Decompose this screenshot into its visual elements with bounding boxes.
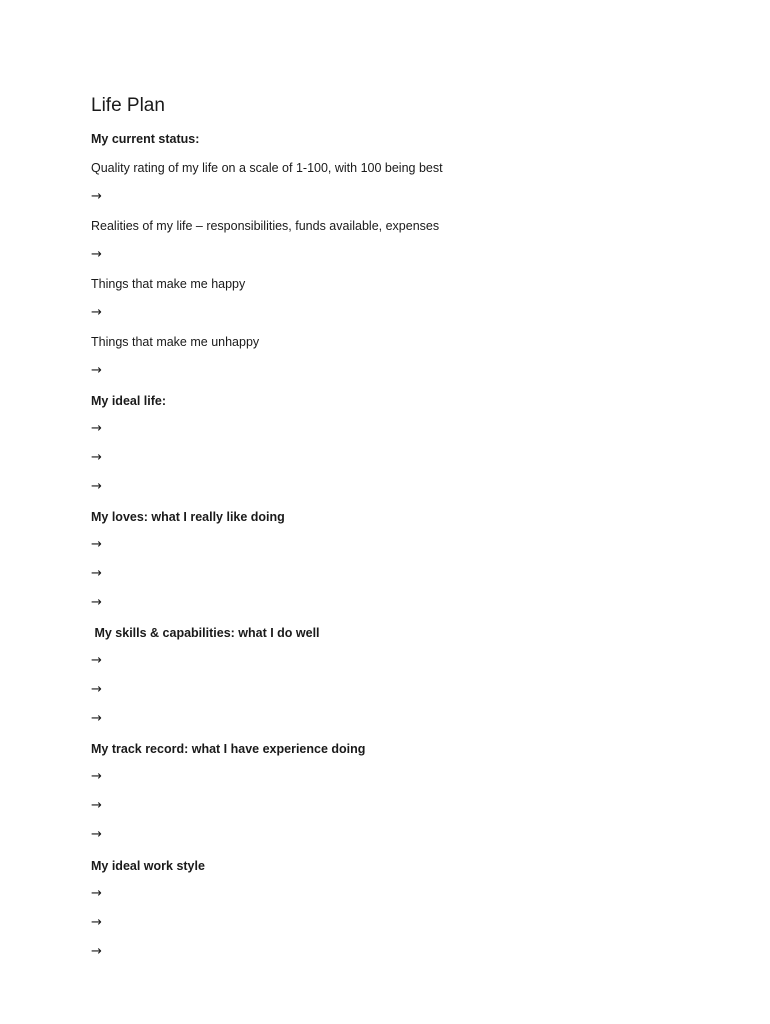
arrow-bullet: → xyxy=(91,827,102,842)
arrow-bullet: → xyxy=(91,798,102,813)
prompt-unhappy: Things that make me unhappy xyxy=(91,335,260,349)
arrow-bullet: → xyxy=(91,450,102,465)
arrow-bullet: → xyxy=(91,189,102,204)
arrow-bullet: → xyxy=(91,479,102,494)
prompt-quality-rating: Quality rating of my life on a scale of 1-100, with 100 being best xyxy=(91,161,443,175)
section-heading-loves: My loves: what I really like doing xyxy=(91,510,285,524)
arrow-bullet: → xyxy=(91,247,102,262)
arrow-bullet: → xyxy=(91,886,102,901)
section-heading-skills: My skills & capabilities: what I do well xyxy=(91,626,320,640)
page-title: Life Plan xyxy=(91,95,165,116)
arrow-bullet: → xyxy=(91,915,102,930)
prompt-realities: Realities of my life – responsibilities, funds available, expenses xyxy=(91,219,440,233)
arrow-bullet: → xyxy=(91,421,102,436)
arrow-bullet: → xyxy=(91,363,102,378)
arrow-bullet: → xyxy=(91,537,102,552)
arrow-bullet: → xyxy=(91,769,102,784)
arrow-bullet: → xyxy=(91,653,102,668)
arrow-bullet: → xyxy=(91,566,102,581)
arrow-bullet: → xyxy=(91,595,102,610)
arrow-bullet: → xyxy=(91,711,102,726)
section-heading-track-record: My track record: what I have experience doing xyxy=(91,742,366,756)
prompt-happy: Things that make me happy xyxy=(91,277,246,291)
arrow-bullet: → xyxy=(91,682,102,697)
arrow-bullet: → xyxy=(91,305,102,320)
arrow-bullet: → xyxy=(91,944,102,959)
section-heading-work-style: My ideal work style xyxy=(91,859,205,873)
section-heading-current-status: My current status: xyxy=(91,132,200,146)
section-heading-ideal-life: My ideal life: xyxy=(91,394,167,408)
